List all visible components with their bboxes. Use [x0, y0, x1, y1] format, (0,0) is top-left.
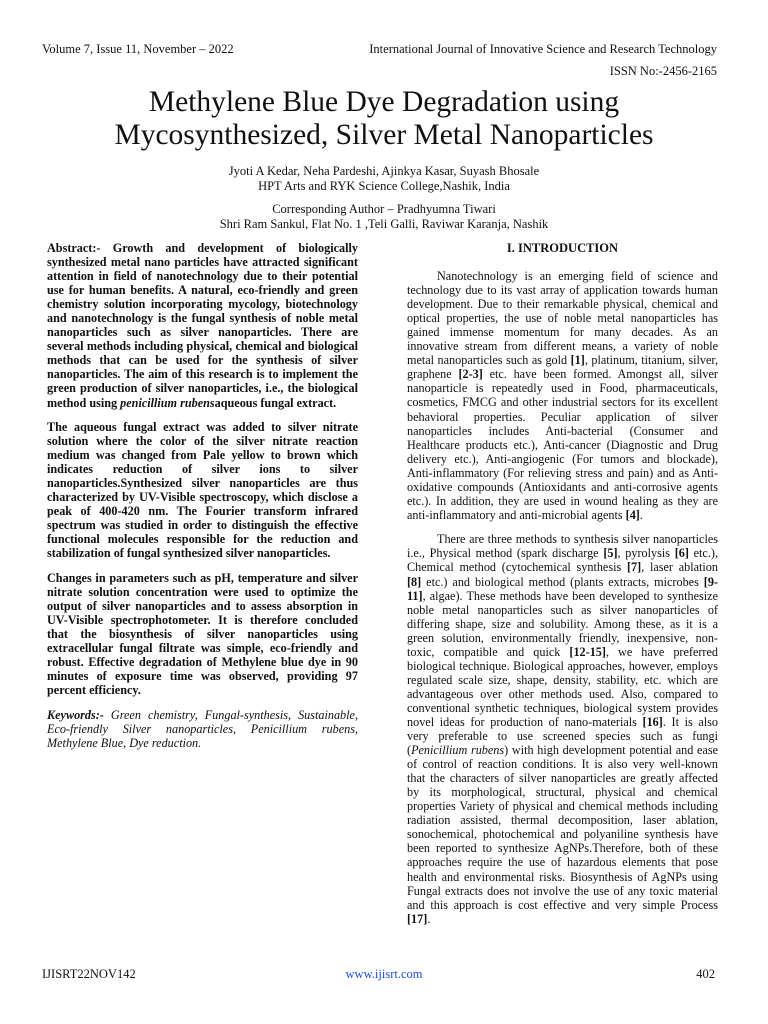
species-name: penicillium rubens: [120, 395, 215, 410]
keywords-text: Green chemistry, Fungal-synthesis, Sustainable, Eco-friendly Silver nanoparticles, Penicillium rubens, Methylene Blue, Dye reduction.: [47, 707, 358, 751]
paper-title: [0, 86, 768, 152]
intro-text: . It is also very preferable to use screened species such as fungi (: [407, 715, 718, 758]
intro-text: , pyrolysis: [617, 546, 675, 561]
intro-text: Nanotechnology is an emerging field of science and technology due to its vast array of application towards human development. Due to their remarkable physical, chemical and optical properties, the use of noble metal nanoparticles has gained immense momentum for many decades. As an innovative stream from different means, a variety of noble metal nanoparticles such as gold: [407, 269, 718, 368]
intro-text: etc.) and biological method (plants extracts, microbes: [421, 574, 704, 589]
abstract-paragraph-2: The aqueous fungal extract was added to silver nitrate solution where the color of the silver nitrate reaction medium was changed from Pale yellow to brown which indicates reduction of silver ions to silver nanoparticles.Synthesized silver nanoparticles are thus characterized by UV-Visible spectroscopy, which disclose a peak of 400-420 nm. The Fourier transform infrared spectrum was studied in order to distinguish the effective functional molecules responsible for the reduction and stabilization of fungal synthesized silver nanoparticles.: [47, 420, 358, 561]
intro-text: , laser ablation: [641, 560, 718, 575]
citation: [17]: [407, 911, 428, 926]
abstract-paragraph-1: [47, 241, 358, 410]
volume-issue: Volume 7, Issue 11, November – 2022: [42, 42, 234, 56]
paper-id: IJISRT22NOV142: [42, 967, 136, 981]
abstract-text: Abstract:- Growth and development of biologically synthesized metal nano particles have attracted significant attention in field of nanotechnology due to their potential use for human benefits. A natural, eco-friendly and green chemistry solution incorporating mycology, biotechnology and nanotechnology is the fungal synthesis of noble metal nanoparticles such as silver nanoparticles. There are several methods including physical, chemical and biological methods that can be used for the synthesis of silver nanoparticles. The aim of this research is to implement the green production of silver nanoparticles, i.e., the biological method using: [47, 241, 358, 410]
authors: Jyoti A Kedar, Neha Pardeshi, Ajinkya Kasar, Suyash Bhosale: [228, 164, 540, 178]
journal-name: International Journal of Innovative Science and Research Technology: [369, 42, 717, 56]
citation: [1]: [570, 353, 585, 368]
affiliation: HPT Arts and RYK Science College,Nashik, India: [258, 179, 510, 193]
intro-text: , we have preferred biological technique. Biological approaches, however, employs regulated scale size, shape, density, stability, etc. which are advantageous over other methods used. Also, compared to conventional synthetic techniques, biological system provides novel ideas for production of nano-materials: [407, 644, 718, 729]
intro-text: , platinum, titanium, silver, graphene: [407, 353, 718, 382]
intro-text: ) with high development potential and ease of control of reaction conditions. It is also very well-known that the characters of silver nanoparticles are greatly affected by its morphological, structural, physical and chemical properties Variety of physical and chemical methods including radiation assisted, thermal decomposition, laser ablation, sonochemical, photochemical and polyaniline synthesis have been reported to synthesize AgNPs.Therefore, both of these approaches require the use of hazardous elements that pose health and environmental risks. Biosynthesis of AgNPs using Fungal extracts does not involve the use of any toxic material and this approach is cost effective and very simple Process: [407, 743, 718, 912]
intro-paragraph-1: [407, 269, 718, 522]
corresponding-author: Corresponding Author – Pradhyumna Tiwari: [272, 202, 496, 216]
intro-text: etc.), Chemical method (cytochemical synthesis: [407, 546, 718, 575]
abstract: [47, 241, 358, 697]
title-line-1: Methylene Blue Dye Degradation using: [148, 86, 620, 118]
citation: [12-15]: [569, 644, 606, 659]
journal-url[interactable]: www.ijisrt.com: [345, 967, 423, 981]
citation: [5]: [603, 546, 618, 561]
citation: [9-11]: [407, 574, 718, 603]
citation: [16]: [642, 715, 663, 729]
keywords-label: Keywords:-: [47, 707, 104, 722]
title-line-2: Mycosynthesized, Silver Metal Nanoparticles: [114, 119, 654, 151]
issn: ISSN No:-2456-2165: [609, 64, 717, 78]
author-block: [0, 164, 768, 194]
intro-text: .: [639, 507, 643, 522]
intro-text: , algae). These methods have been developed to synthesize noble metal nanoparticles such as silver nanoparticles of differing shape, size and solubility. Among these, as it is a green solution, environmentally friendly, inexpensive, non-toxic, compatible and quick: [407, 588, 718, 659]
corresponding-block: [0, 202, 768, 232]
abstract-text: aqueous fungal extract.: [214, 395, 337, 410]
right-column: [407, 241, 718, 936]
citation: [8]: [407, 574, 422, 589]
citation: [4]: [625, 507, 640, 522]
citation: [7]: [626, 560, 642, 575]
citation: [2-3]: [458, 367, 483, 382]
species-name: Penicillium rubens: [411, 743, 505, 758]
citation: [6]: [674, 546, 689, 561]
page-number: 402: [696, 967, 715, 981]
intro-text: .: [427, 911, 431, 926]
left-column: [47, 241, 358, 761]
abstract-paragraph-3: Changes in parameters such as pH, temperature and silver nitrate solution concentration were used to optimize the output of silver nanoparticles and to assess absorption in UV-Visible spectrophotometer. It is therefore concluded that the biosynthesis of silver nanoparticles using extracellular fungal filtrate was simple, eco-friendly and robust. Effective degradation of Methylene blue dye in 90 minutes of exposure time was observed, providing 97 percent efficiency.: [47, 571, 358, 698]
intro-paragraph-2: [407, 532, 718, 925]
section-heading: I. INTRODUCTION: [506, 241, 619, 255]
intro-text: etc. have been formed. Amongst all, silver nanoparticle is repeatedly used in Food, pharmaceuticals, cosmetics, FMCG and other industrial sectors for its excellent behavioral properties. Peculiar application of silver nanoparticles includes Anti-bacterial (Consumer and Healthcare products etc.), Anti-cancer (Diagnostic and Drug delivery etc.), Anti-angiogenic (For tumors and blockade), Anti-inflammatory (For relieving stress and pain) and as Anti-oxidative compounds (Antioxidants and anti-corrosive agents etc.). In addition, they are used in wound healing as they are anti-inflammatory and anti-microbial agents: [407, 367, 718, 522]
address: Shri Ram Sankul, Flat No. 1 ,Teli Galli, Raviwar Karanja, Nashik: [219, 217, 549, 231]
intro-text: There are three methods to synthesis silver nanoparticles i.e., Physical method (spark discharge: [407, 532, 718, 561]
keywords: [47, 708, 358, 750]
